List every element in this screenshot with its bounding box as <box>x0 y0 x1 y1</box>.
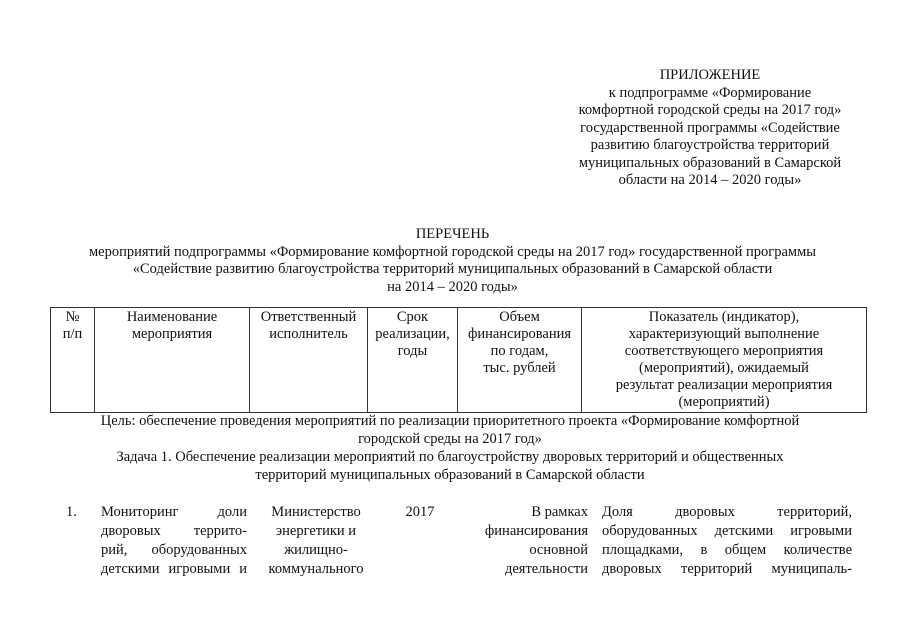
header-number: № п/п <box>51 308 95 413</box>
header-financing: Объем финансирования по годам, тыс. рублей <box>458 308 582 413</box>
header-name: Наименование мероприятия <box>95 308 250 413</box>
header-indicator: Показатель (индикатор), характеризующий выполнение соответствующего мероприятия (мероприятий), ожидаемый результат реализации мероприятия (мероприятий) <box>582 308 867 413</box>
list-title-line: на 2014 – 2020 годы» <box>387 278 518 295</box>
list-heading: ПЕРЕЧЕНЬ <box>415 226 490 242</box>
row-number: 1. <box>66 504 77 520</box>
goal-text: Цель: обеспечение проведения мероприятий по реализации приоритетного проекта «Формирование комфортной городской среды на 2017 год» <box>100 413 800 447</box>
appendix-block <box>560 67 860 190</box>
row-measure-name: Мониторинг доли дворовых террито- рий, оборудованных детскими игровыми и <box>101 504 247 577</box>
row-year: 2017 <box>405 504 435 520</box>
task-text: Задача 1. Обеспечение реализации мероприятий по благоустройству дворовых территорий и общественных территорий муниципальных образований в Самарской области <box>116 449 784 483</box>
appendix-line: к подпрограмме «Формирование <box>608 84 812 101</box>
list-title-line: мероприятий подпрограммы «Формирование комфортной городской среды на 2017 год» государственной программы <box>88 243 817 260</box>
measures-table <box>50 307 867 413</box>
row-executor: Министерство энергетики и жилищно- коммунального <box>268 504 364 577</box>
list-title <box>0 226 905 296</box>
appendix-line: области на 2014 – 2020 годы» <box>618 172 802 188</box>
table-header-row <box>51 308 867 413</box>
appendix-line: государственной программы «Содействие <box>580 119 840 136</box>
header-term: Срок реализации, годы <box>368 308 458 413</box>
header-executor: Ответственный исполнитель <box>250 308 368 413</box>
row-indicator: Доля дворовых территорий, оборудованных детскими игровыми площадками, в общем количестве дворовых территорий муниципаль- <box>602 504 852 577</box>
appendix-heading: ПРИЛОЖЕНИЕ <box>659 67 761 83</box>
appendix-line: комфортной городской среды на 2017 год» <box>578 102 842 118</box>
list-title-line: «Содействие развитию благоустройства территорий муниципальных образований в Самарской области <box>132 261 773 277</box>
appendix-line: муниципальных образований в Самарской <box>578 154 842 171</box>
row-financing: В рамках финансирования основной деятельности <box>484 504 588 577</box>
appendix-line: развитию благоустройства территорий <box>590 137 830 153</box>
